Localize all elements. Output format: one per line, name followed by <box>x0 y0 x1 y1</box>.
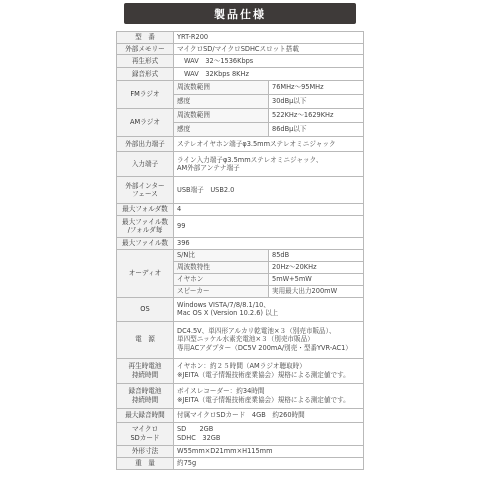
value-line: ボイスレコーダー：約34時間 <box>177 387 265 396</box>
table-row-files <box>117 237 364 249</box>
table-row-max-rec <box>117 408 364 422</box>
row-label <box>117 422 174 445</box>
sub-value: 実用最大出力200mW <box>269 285 364 297</box>
table-row-fm <box>117 81 364 95</box>
table-row-card <box>117 422 364 445</box>
value-line: イヤホン：約２５時間（AMラジオ聴取時） <box>177 362 306 371</box>
row-label <box>117 383 174 408</box>
value-line: 単四型ニッケル水素充電池×３（別売市販品） <box>177 335 314 344</box>
value-line: SDHC 32GB <box>177 433 221 442</box>
row-label <box>117 215 174 237</box>
table-row-files-per-folder <box>117 215 364 237</box>
value-line: AM外部アンテナ端子 <box>177 164 240 172</box>
value-line: ※JEITA（電子情報技術産業協会）規格による測定値です。 <box>177 370 350 379</box>
sub-label: スピーカー <box>174 285 269 297</box>
row-label: 外部メモリー <box>117 43 174 55</box>
row-label: OS <box>117 297 174 321</box>
row-value <box>174 422 364 445</box>
row-label: 最大録音時間 <box>117 408 174 422</box>
value-line: Mac OS X (Version 10.2.6) 以上 <box>177 309 279 317</box>
row-value: 付属マイクロSDカード 4GB 約260時間 <box>174 408 364 422</box>
table-row-weight <box>117 457 364 469</box>
table-row-interface <box>117 177 364 204</box>
value-line: SD 2GB <box>177 425 214 434</box>
value-line: 専用ACアダプター（DC5V 200mA/別売・型番YVR-AC1） <box>177 343 352 352</box>
row-label: 型 番 <box>117 32 174 44</box>
row-value: 396 <box>174 237 364 249</box>
sub-label: 周波数範囲 <box>174 81 269 95</box>
table-row-playback <box>117 55 364 68</box>
sub-value: 5mW+5mW <box>269 273 364 285</box>
value-line: ※JEITA（電子情報技術産業協会）規格による測定値です。 <box>177 395 350 404</box>
label-line: 持続時間 <box>131 370 159 379</box>
label-line: 外部インター <box>125 181 165 190</box>
row-label: 最大フォルダ数 <box>117 204 174 216</box>
row-label: 重 量 <box>117 457 174 469</box>
value-line: DC4.5V、単四形アルカリ乾電池×３（別売市販品）、 <box>177 327 336 336</box>
row-value: YRT-R200 <box>174 32 364 44</box>
table-row-play-time <box>117 358 364 383</box>
table-row-power <box>117 321 364 358</box>
label-line: マイクロ <box>131 425 159 434</box>
row-value <box>174 321 364 358</box>
sub-value: 30dBμ以下 <box>269 95 364 109</box>
label-line: 録音時電池 <box>128 387 162 396</box>
row-label: 外形寸法 <box>117 445 174 457</box>
sub-label: 周波数特性 <box>174 261 269 273</box>
row-value: 4 <box>174 204 364 216</box>
sub-label: S/N比 <box>174 249 269 261</box>
table-row-output <box>117 137 364 152</box>
row-label: 最大ファイル数 <box>117 237 174 249</box>
row-label: 入力端子 <box>117 152 174 177</box>
sub-value: 522KHz〜1629KHz <box>269 109 364 123</box>
label-line: 再生時電池 <box>128 362 162 371</box>
sub-value: 86dBμ以下 <box>269 123 364 137</box>
row-label <box>117 177 174 204</box>
row-value: USB端子 USB2.0 <box>174 177 364 204</box>
row-value <box>174 358 364 383</box>
row-label: オーディオ <box>117 249 174 297</box>
row-label: 再生形式 <box>117 55 174 68</box>
row-value: WAV 32Kbps 8KHz <box>174 68 364 81</box>
label-line: 持続時間 <box>131 395 159 404</box>
row-label: 録音形式 <box>117 68 174 81</box>
label-line: フェース <box>132 190 158 198</box>
row-value: 99 <box>174 215 364 237</box>
row-label: 外部出力端子 <box>117 137 174 152</box>
label-line: /フォルダ毎 <box>127 226 163 234</box>
page-title: 製品仕様 <box>124 3 356 24</box>
row-value: ステレオイヤホン端子φ3.5mmステレオミニジャック <box>174 137 364 152</box>
row-label <box>117 358 174 383</box>
sub-value: 20Hz〜20KHz <box>269 261 364 273</box>
sub-label: 感度 <box>174 95 269 109</box>
row-value: マイクロSD/マイクロSDHCスロット搭載 <box>174 43 364 55</box>
row-value <box>174 297 364 321</box>
row-label: AMラジオ <box>117 109 174 137</box>
sub-label: イヤホン <box>174 273 269 285</box>
table-row-recording <box>117 68 364 81</box>
table-row-os <box>117 297 364 321</box>
value-line: Windows VISTA/7/8/8.1/10、 <box>177 300 270 309</box>
row-value <box>174 383 364 408</box>
table-row-rec-time <box>117 383 364 408</box>
row-label: 電 源 <box>117 321 174 358</box>
value-line: ライン入力端子φ3.5mmステレオミニジャック、 <box>177 155 323 164</box>
row-value: W55mm×D21mm×H115mm <box>174 445 364 457</box>
row-value: WAV 32〜1536Kbps <box>174 55 364 68</box>
table-row-am <box>117 109 364 123</box>
table-row-folders <box>117 204 364 216</box>
table-row-memory <box>117 43 364 55</box>
table-row-input <box>117 152 364 177</box>
label-line: SDカード <box>130 433 160 442</box>
label-line: 最大ファイル数 <box>121 217 169 226</box>
row-label: FMラジオ <box>117 81 174 109</box>
sub-value: 76MHz〜95MHz <box>269 81 364 95</box>
sub-value: 85dB <box>269 249 364 261</box>
table-row-audio-sn <box>117 249 364 261</box>
table-row-model <box>117 32 364 44</box>
row-value: 約75g <box>174 457 364 469</box>
spec-table <box>116 31 364 470</box>
sub-label: 感度 <box>174 123 269 137</box>
table-row-size <box>117 445 364 457</box>
sub-label: 周波数範囲 <box>174 109 269 123</box>
row-value <box>174 152 364 177</box>
